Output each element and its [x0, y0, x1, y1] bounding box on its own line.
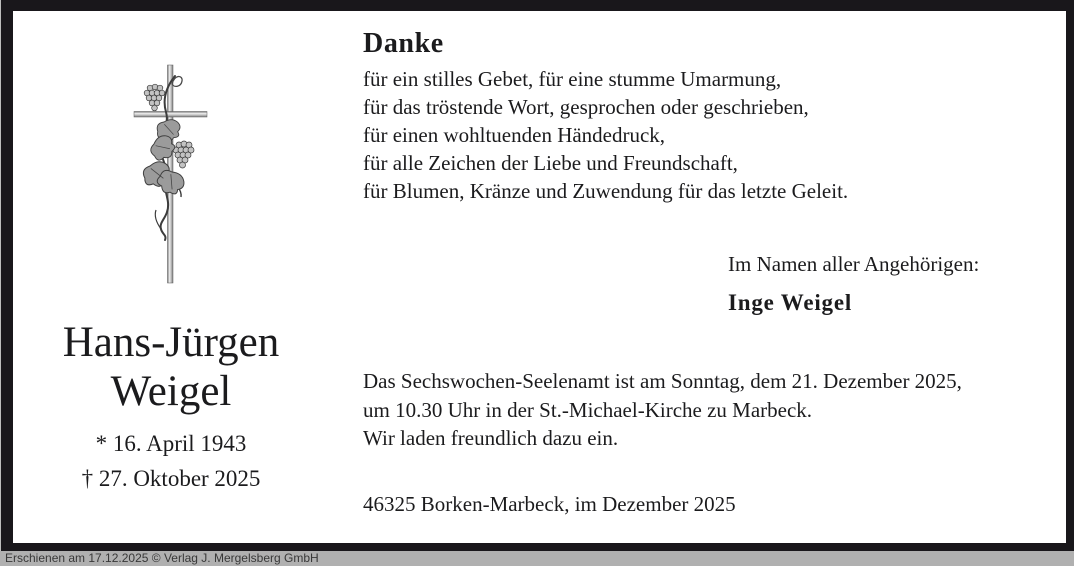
frame-border-bottom	[1, 543, 1074, 551]
cross-with-grapevine-icon	[110, 50, 240, 300]
frame-border-top	[1, 0, 1074, 11]
thanks-line: für alle Zeichen der Liebe und Freundschaft,	[363, 151, 738, 175]
publication-footer-bar	[0, 551, 1074, 566]
deceased-name-line1: Hans-Jürgen	[62, 319, 280, 366]
thanks-line: für Blumen, Kränze und Zuwendung für das letzte Geleit.	[363, 179, 849, 203]
deceased-name-line2: Weigel	[110, 368, 232, 415]
frame-border-right	[1066, 0, 1074, 551]
thanks-text-block	[363, 65, 848, 205]
service-line: Das Sechswochen-Seelenamt ist am Sonntag, dem 21. Dezember 2025,	[363, 369, 962, 393]
birth-date-line: * 16. April 1943	[95, 431, 247, 456]
service-announcement-block	[363, 367, 962, 453]
service-line: um 10.30 Uhr in der St.-Michael-Kirche zu Marbeck.	[363, 397, 813, 422]
signatory-name: Inge Weigel	[728, 290, 853, 315]
thanks-line: für ein stilles Gebet, für eine stumme Umarmung,	[363, 67, 782, 91]
death-date-line: † 27. Oktober 2025	[81, 466, 261, 491]
thanks-heading: Danke	[363, 28, 444, 59]
thanks-line: für einen wohltuenden Händedruck,	[363, 123, 666, 147]
thanks-line: für das tröstende Wort, gesprochen oder geschrieben,	[363, 95, 809, 119]
service-line: Wir laden freundlich dazu ein.	[363, 426, 619, 450]
publication-note: Erschienen am 17.12.2025 © Verlag J. Mergelsberg GmbH	[5, 551, 319, 565]
on-behalf-line: Im Namen aller Angehörigen:	[728, 252, 980, 276]
place-and-date-line: 46325 Borken-Marbeck, im Dezember 2025	[363, 492, 736, 516]
frame-border-left	[1, 0, 13, 551]
deceased-name-block	[28, 318, 314, 492]
